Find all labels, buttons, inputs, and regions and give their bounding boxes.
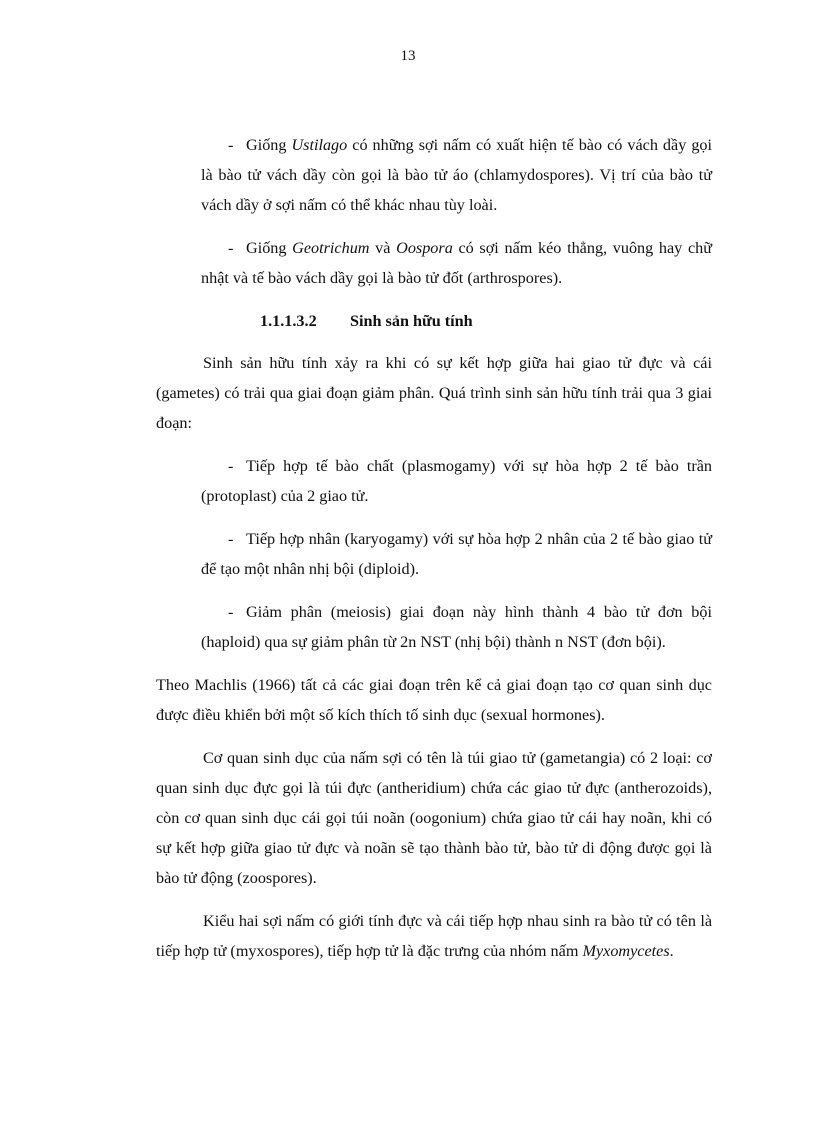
- bullet-text-middle: và: [369, 239, 397, 257]
- bullet-dash: -: [228, 530, 234, 548]
- section-heading: [156, 306, 712, 336]
- bullet-ustilago: [201, 130, 712, 220]
- stage-text: Tiếp hợp nhân (karyogamy) với sự hòa hợp 2 nhân của 2 tế bào giao tử để tạo một nhân nhị bội (diploid).: [201, 530, 712, 578]
- bullet-dash: -: [228, 603, 234, 621]
- stage-text: Giảm phân (meiosis) giai đoạn này hình thành 4 bào tử đơn bội (haploid) qua sự giảm phân từ 2n NST (nhị bội) thành n NST (đơn bội).: [201, 603, 712, 651]
- section-title: Sinh sản hữu tính: [350, 312, 473, 330]
- paragraph-end: .: [669, 942, 674, 960]
- genus-oospora: Oospora: [396, 239, 453, 257]
- page-number: 13: [400, 48, 416, 64]
- genus-geotrichum: Geotrichum: [292, 239, 370, 257]
- myxospores-paragraph: [156, 906, 712, 966]
- page-body: [156, 130, 712, 979]
- group-myxomycetes: Myxomycetes: [582, 942, 670, 960]
- bullet-geotrichum: [201, 233, 712, 293]
- paragraph-text: Kiểu hai sợi nấm có giới tính đực và cái tiếp hợp nhau sinh ra bào tử có tên là tiếp hợp tử (myxospores), tiếp hợp tử là đặc trưng của nhóm nấm: [156, 912, 712, 960]
- bullet-dash: -: [228, 457, 234, 475]
- bullet-text-end: có sợi nấm kéo thẳng, vuông hay chữ nhật và tế bào vách dầy gọi là bào tử đốt (arthrospores).: [201, 239, 713, 287]
- stage-plasmogamy: [201, 451, 712, 511]
- stage-karyogamy: [201, 524, 712, 584]
- bullet-text-start: Giống: [246, 239, 293, 257]
- bullet-text-start: Giống: [246, 136, 292, 154]
- stage-text: Tiếp hợp tế bào chất (plasmogamy) với sự hòa hợp 2 tế bào trần (protoplast) của 2 giao tử.: [201, 457, 712, 505]
- organs-paragraph: Cơ quan sinh dục của nấm sợi có tên là túi giao tử (gametangia) có 2 loại: cơ quan sinh dục đực gọi là túi đực (antheridium) chứa các giao tử đực (antherozoids), còn cơ quan sinh dục cái gọi túi noãn (oogonium) chứa giao tử cái hay noãn, khi có sự kết hợp giữa giao tử đực và noãn sẽ tạo thành bào tử, bào tử di động được gọi là bào tử động (zoospores).: [156, 749, 712, 887]
- bullet-dash: -: [228, 136, 234, 154]
- section-number: 1.1.1.3.2: [260, 312, 317, 330]
- intro-paragraph: Sinh sản hữu tính xảy ra khi có sự kết hợp giữa hai giao tử đực và cái (gametes) có trải qua giai đoạn giảm phân. Quá trình sinh sản hữu tính trải qua 3 giai đoạn:: [156, 354, 712, 432]
- genus-ustilago: Ustilago: [291, 136, 348, 154]
- stage-meiosis: [201, 597, 712, 657]
- machlis-paragraph: Theo Machlis (1966) tất cả các giai đoạn trên kể cả giai đoạn tạo cơ quan sinh dục được điều khiển bởi một số kích thích tố sinh dục (sexual hormones).: [156, 676, 712, 724]
- bullet-dash: -: [228, 239, 234, 257]
- bullet-text-end: có những sợi nấm có xuất hiện tế bào có vách dầy gọi là bào tử vách dầy còn gọi là bào tử áo (chlamydospores). Vị trí của bào tử vách dầy ở sợi nấm có thể khác nhau tùy loài.: [201, 136, 712, 214]
